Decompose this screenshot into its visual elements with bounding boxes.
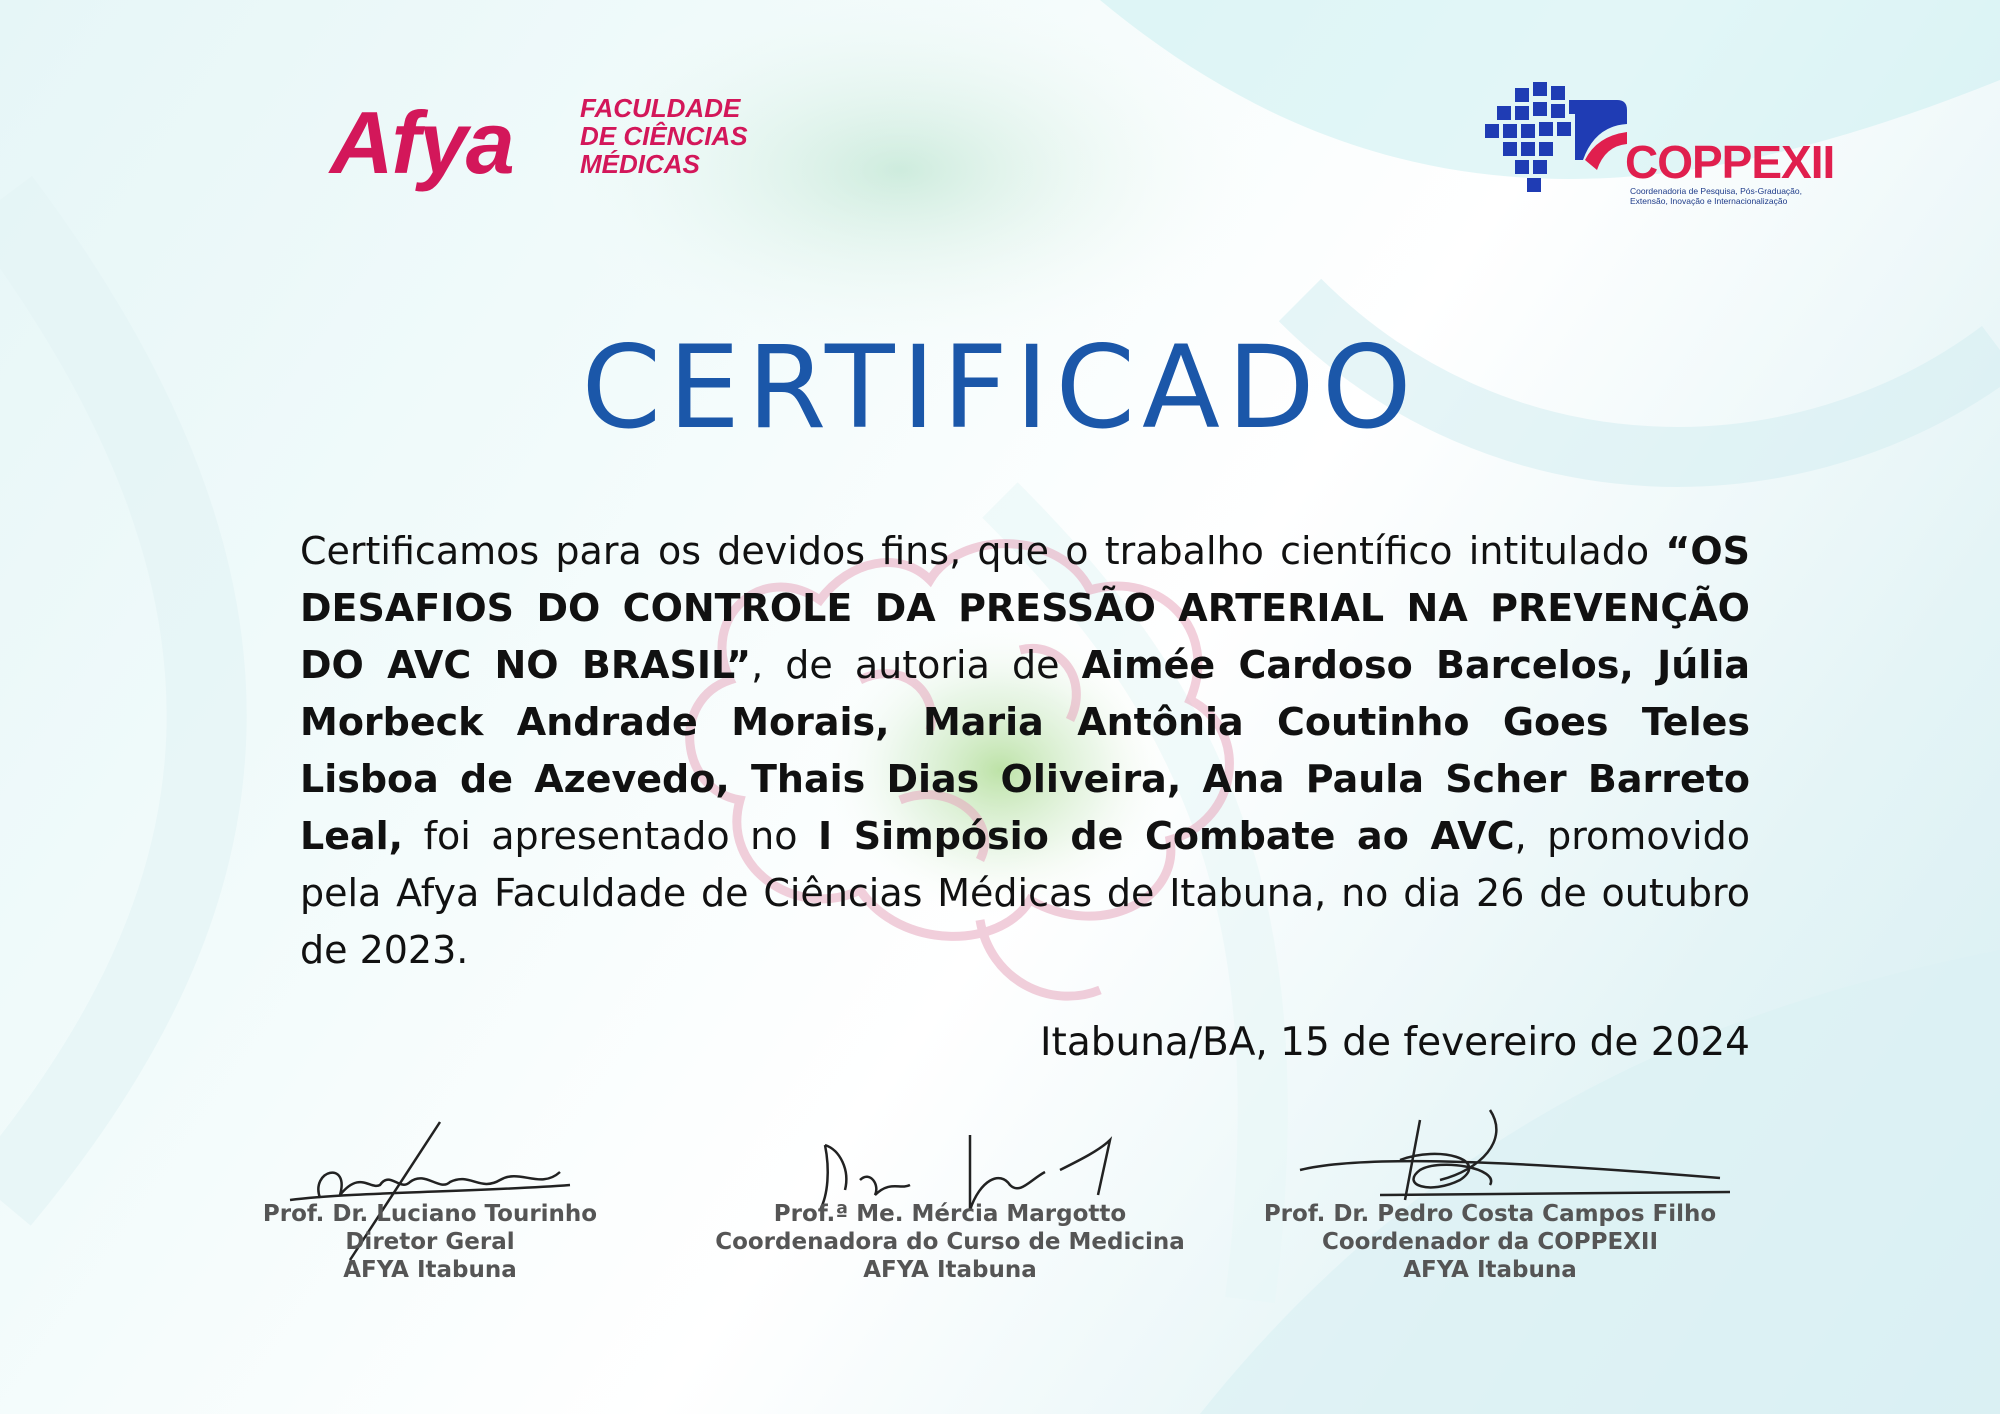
signatory-role: Diretor Geral — [345, 1229, 515, 1255]
afya-wordmark: Afya — [330, 93, 513, 192]
signatory-role: Coordenador da COPPEXII — [1321, 1229, 1659, 1255]
coppexii-subtitle — [1630, 186, 1870, 206]
signatory-org: AFYA Itabuna — [863, 1257, 1037, 1283]
signatory-role: Coordenadora do Curso de Medicina — [715, 1229, 1185, 1255]
body-event-intro: foi apresentado no — [403, 814, 818, 858]
coppexii-subtitle-line: Coordenadoria de Pesquisa, Pós-Graduação, — [1630, 186, 1802, 196]
signatory-name: Prof. Dr. Luciano Tourinho — [262, 1201, 598, 1227]
afya-subtitle-line: DE CIÊNCIAS — [580, 121, 748, 151]
afya-subtitle-line: FACULDADE — [580, 93, 741, 123]
certificate-title: CERTIFICADO — [581, 321, 1419, 454]
coppexii-wordmark: COPPEXII — [1625, 136, 1835, 188]
place-and-date: Itabuna/BA, 15 de fevereiro de 2024 — [1040, 1020, 1750, 1065]
body-authors-intro: , de autoria de — [751, 643, 1082, 687]
signatory-info — [230, 1200, 630, 1284]
certificate-body — [300, 523, 1750, 979]
signatory-info — [700, 1200, 1200, 1284]
work-title: “OS DESAFIOS DO CONTROLE DA PRESSÃO ARTERIAL NA PREVENÇÃO DO AVC NO BRASIL” — [300, 529, 1750, 687]
body-intro-text: Certificamos para os devidos fins, que o trabalho científico intitulado — [300, 529, 1666, 573]
afya-logo — [330, 88, 760, 198]
signatory-name: Prof.ª Me. Mércia Margotto — [773, 1201, 1127, 1227]
event-name: I Simpósio de Combate ao AVC — [817, 814, 1515, 858]
signature-block — [700, 1100, 1200, 1300]
signatory-org: AFYA Itabuna — [1403, 1257, 1577, 1283]
signature-block — [230, 1100, 630, 1300]
coppexii-logo — [1485, 80, 1835, 210]
body-closing-text: , promovido pela Afya Faculdade de Ciências Médicas de Itabuna, no dia 26 de outubro de 2023. — [300, 814, 1750, 972]
signature-block — [1240, 1100, 1740, 1300]
signatory-info — [1240, 1200, 1740, 1284]
coppexii-subtitle-line: Extensão, Inovação e Internacionalização — [1630, 196, 1788, 206]
afya-subtitle-line: MÉDICAS — [580, 149, 700, 179]
signatory-name: Prof. Dr. Pedro Costa Campos Filho — [1263, 1201, 1717, 1227]
afya-subtitle — [580, 94, 780, 178]
signatory-org: AFYA Itabuna — [343, 1257, 517, 1283]
brazil-pixel-map-icon — [1485, 80, 1630, 200]
author-list: Aimée Cardoso Barcelos, Júlia Morbeck Andrade Morais, Maria Antônia Coutinho Goes Teles Lisboa de Azevedo, Thais Dias Oliveira, Ana Paula Scher Barreto Leal, — [300, 643, 1750, 858]
